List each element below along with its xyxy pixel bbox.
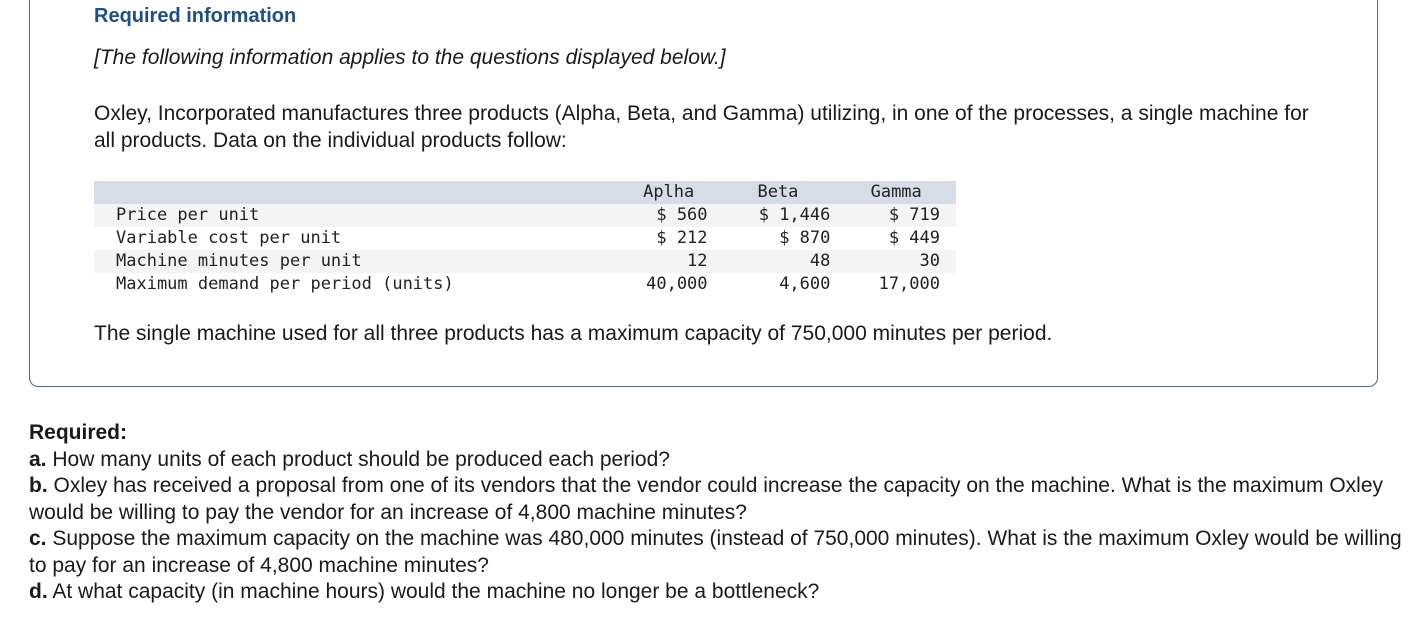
table-header-row: [94, 181, 956, 204]
question-text: At what capacity (in machine hours) would the machine no longer be a bottleneck?: [52, 580, 820, 603]
table-row: [94, 227, 956, 250]
capacity-note: The single machine used for all three products has a maximum capacity of 750,000 minutes per period.: [94, 322, 1053, 345]
required-section: [29, 420, 1404, 606]
header-gamma: Gamma: [870, 182, 922, 202]
question-c: [29, 526, 1404, 579]
question-text: Oxley has received a proposal from one of its vendors that the vendor could increase the capacity on the machine. What is the maximum Oxley would be willing to pay the vendor for an increase of 4,800 machine minutes?: [29, 474, 1384, 524]
beta-value: 48: [809, 251, 831, 271]
header-label: [94, 181, 618, 204]
header-alpha: Aplha: [643, 182, 695, 202]
gamma-value: 17,000: [878, 274, 940, 294]
question-a: [29, 447, 1404, 474]
question-letter: b.: [29, 474, 48, 497]
row-label: Machine minutes per unit: [116, 251, 362, 271]
required-title: Required:: [29, 421, 128, 444]
alpha-value: 12: [687, 251, 708, 271]
gamma-value: 30: [919, 251, 940, 271]
question-b: [29, 473, 1404, 526]
problem-intro: Oxley, Incorporated manufactures three products (Alpha, Beta, and Gamma) utilizing, in one of the processes, a single machine for all products. Data on the individual products follow:: [94, 102, 1309, 152]
question-letter: c.: [29, 527, 47, 550]
row-label: Variable cost per unit: [116, 228, 342, 248]
question-letter: d.: [29, 580, 48, 603]
question-text: Suppose the maximum capacity on the machine was 480,000 minutes (instead of 750,000 minutes). What is the maximum Oxley would be willing to pay for an increase of 4,800 machine minutes?: [29, 527, 1402, 577]
beta-value: $ 1,446: [758, 205, 831, 225]
gamma-value: $ 719: [888, 205, 940, 225]
info-note: [The following information applies to the questions displayed below.]: [94, 46, 726, 69]
question-text: How many units of each product should be produced each period?: [52, 447, 670, 471]
table-row: [94, 250, 956, 273]
row-label: Price per unit: [116, 205, 260, 225]
header-beta: Beta: [757, 182, 799, 202]
beta-value: $ 870: [779, 228, 831, 248]
beta-value: 4,600: [779, 274, 831, 294]
required-information-heading: Required information: [94, 5, 297, 27]
alpha-value: $ 560: [656, 205, 708, 225]
product-data-table: [94, 181, 956, 296]
gamma-value: $ 449: [888, 228, 940, 248]
alpha-value: $ 212: [656, 228, 708, 248]
alpha-value: 40,000: [646, 274, 708, 294]
table-row: [94, 273, 956, 296]
row-label: Maximum demand per period (units): [116, 274, 454, 294]
table-row: [94, 204, 956, 227]
question-d: [29, 579, 1404, 606]
question-letter: a.: [29, 447, 47, 471]
